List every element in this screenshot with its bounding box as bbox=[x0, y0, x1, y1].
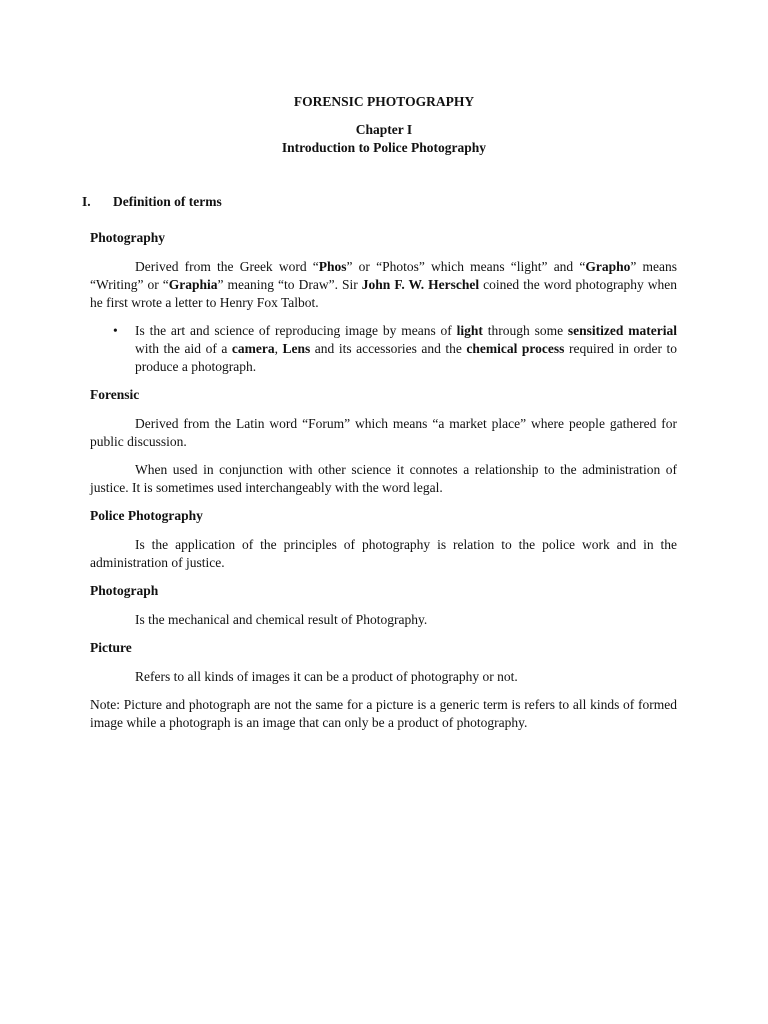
bullet-icon: • bbox=[113, 323, 118, 338]
text-run: ” meaning “to Draw”. Sir bbox=[217, 277, 362, 292]
text-run: , bbox=[274, 341, 283, 356]
term-photography-heading: Photography bbox=[90, 230, 166, 245]
bold-herschel: John F. W. Herschel bbox=[361, 277, 480, 292]
picture-definition-paragraph: Refers to all kinds of images it can be a product of photography or not. bbox=[135, 669, 518, 684]
bold-graphia: Graphia bbox=[168, 277, 218, 292]
chapter-title: Introduction to Police Photography bbox=[281, 140, 487, 155]
police-photography-definition-paragraph: Is the application of the principles of photography is relation to the police work and in the administration of justice. bbox=[90, 537, 677, 570]
note-paragraph: Note: Picture and photograph are not the same for a picture is a generic term is refers to all kinds of formed image while a photograph is an image that can only be a product of photography. bbox=[90, 697, 677, 730]
bold-grapho: Grapho bbox=[585, 259, 631, 274]
bold-light: light bbox=[456, 323, 483, 338]
section-number: I. bbox=[82, 194, 91, 209]
term-police-photography-heading: Police Photography bbox=[90, 508, 203, 523]
text-run: through some bbox=[482, 323, 568, 338]
term-photograph-heading: Photograph bbox=[90, 583, 159, 598]
section-title: Definition of terms bbox=[113, 194, 222, 209]
section-heading bbox=[82, 193, 222, 211]
text-run: and its accessories and the bbox=[310, 341, 467, 356]
term-forensic-heading: Forensic bbox=[90, 387, 140, 402]
forensic-usage-paragraph: When used in conjunction with other science it connotes a relationship to the administration of justice. It is sometimes used interchangeably with the word legal. bbox=[90, 462, 677, 495]
definitions-body bbox=[90, 229, 677, 732]
forensic-definition-paragraph: Derived from the Latin word “Forum” which means “a market place” where people gathered for public discussion. bbox=[90, 416, 677, 449]
bold-lens: Lens bbox=[282, 341, 311, 356]
chapter-number: Chapter I bbox=[355, 122, 413, 137]
document-title: FORENSIC PHOTOGRAPHY bbox=[293, 94, 475, 109]
text-run: Is the art and science of reproducing image by means of bbox=[135, 323, 457, 338]
bold-chemical-process: chemical process bbox=[466, 341, 565, 356]
photograph-definition-paragraph: Is the mechanical and chemical result of Photography. bbox=[135, 612, 428, 627]
text-run: ” or “Photos” which means “light” and “ bbox=[346, 259, 586, 274]
photography-bullet-item bbox=[90, 322, 677, 376]
text-run: coined the word photography when he first wrote a letter to Henry Fox Talbot. bbox=[90, 277, 678, 310]
term-picture-heading: Picture bbox=[90, 640, 132, 655]
bold-sensitized-material: sensitized material bbox=[567, 323, 677, 338]
text-run: ” means “Writing” or “ bbox=[90, 259, 678, 292]
text-run: required in order to produce a photograph. bbox=[135, 341, 677, 374]
photography-definition-paragraph bbox=[90, 258, 677, 312]
text-run: with the aid of a bbox=[135, 341, 232, 356]
bold-camera: camera bbox=[231, 341, 275, 356]
bold-phos: Phos bbox=[318, 259, 347, 274]
text-run: Derived from the Greek word “ bbox=[135, 259, 319, 274]
